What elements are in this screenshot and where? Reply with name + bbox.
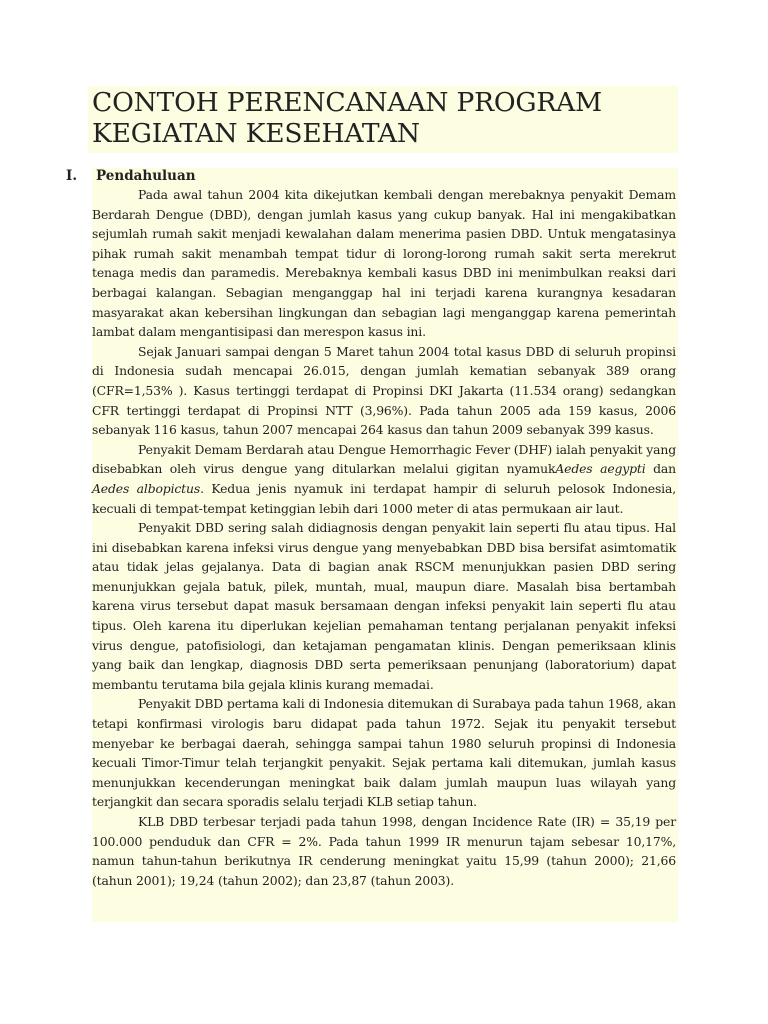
paragraph (92, 812, 676, 890)
title-line-1: CONTOH PERENCANAAN PROGRAM (92, 87, 602, 118)
section-title: Pendahuluan (96, 168, 196, 184)
paragraph-text: Sejak Januari sampai dengan 5 Maret tahun 2004 total kasus DBD di seluruh propinsi di Indonesia sudah mencapai 26.015, dengan jumlah kematian sebanyak 389 orang (CFR=1,53% ). Kasus tertinggi terdapat di Propinsi DKI Jakarta (11.534 orang) sedangkan CFR tertinggi terdapat di Propinsi NTT (3,96%). Pada tahun 2005 ada 159 kasus, 2006 sebanyak 116 kasus, tahun 2007 mencapai 264 kasus dan tahun 2009 sebanyak 399 kasus. (92, 343, 676, 438)
paragraph-text: Pada awal tahun 2004 kita dikejutkan kembali dengan merebaknya penyakit Demam Berdarah Dengue (DBD), dengan jumlah kasus yang cukup banyak. Hal ini mengakibatkan sejumlah rumah sakit menjadi kewalahan dalam menerima pasien DBD. Untuk mengatasinya pihak rumah sakit menambah tempat tidur di lorong-lorong rumah sakit serta merekrut tenaga medis dan paramedis. Merebaknya kembali kasus DBD ini menimbulkan reaksi dari berbagai kalangan. Sebagian menganggap hal ini terjadi karena kurangnya kesadaran masyarakat akan kebersihan lingkungan dan sebagian lagi menganggap karena pemerintah lambat dalam mengantisipasi dan merespon kasus ini. (92, 187, 676, 340)
paragraph-text: . Kedua jenis nyamuk ini terdapat hampir di seluruh pelosok Indonesia, kecuali di tempat-tempat ketinggian lebih dari 1000 meter di atas permukaan air laut. (92, 480, 676, 516)
document-title (92, 87, 602, 149)
paragraph (92, 342, 676, 440)
paragraph (92, 440, 676, 518)
paragraph (92, 518, 676, 694)
paragraph-text: dan (645, 461, 676, 477)
paragraph-text: Penyakit DBD sering salah didiagnosis dengan penyakit lain seperti flu atau tipus. Hal ini disebabkan karena infeksi virus dengue yang menyebabkan DBD bisa bersifat asimtomatik atau tidak jelas gejalanya. Data di bagian anak RSCM menunjukkan pasien DBD sering menunjukkan gejala batuk, pilek, muntah, mual, maupun diare. Masalah bisa bertambah karena virus tersebut dapat masuk bersamaan dengan infeksi penyakit lain seperti flu atau tipus. Oleh karena itu diperlukan kejelian pemahaman tentang perjalanan penyakit infeksi virus dengue, patofisiologi, dan ketajaman pengamatan klinis. Dengan pemeriksaan klinis yang baik dan lengkap, diagnosis DBD serta pemeriksaan penunjang (laboratorium) dapat membantu terutama bila gejala klinis kurang memadai. (92, 520, 676, 692)
document-body (92, 185, 676, 890)
paragraph (92, 185, 676, 342)
paragraph-text: Penyakit Demam Berdarah atau Dengue Hemorrhagic Fever (DHF) ialah penyakit yang disebabkan oleh virus dengue yang ditularkan melalui gigitan nyamuk (92, 441, 676, 477)
section-number: I. (66, 168, 78, 184)
section-heading (66, 166, 196, 186)
species-name: Aedes albopictus (92, 480, 201, 496)
title-line-2: KEGIATAN KESEHATAN (92, 118, 420, 149)
paragraph-text: KLB DBD terbesar terjadi pada tahun 1998, dengan Incidence Rate (IR) = 35,19 per 100.000 penduduk dan CFR = 2%. Pada tahun 1999 IR menurun tajam sebesar 10,17%, namun tahun-tahun berikutnya IR cenderung meningkat yaitu 15,99 (tahun 2000); 21,66 (tahun 2001); 19,24 (tahun 2002); dan 23,87 (tahun 2003). (92, 814, 676, 888)
paragraph (92, 694, 676, 812)
species-name: Aedes aegypti (555, 461, 646, 477)
paragraph-text: Penyakit DBD pertama kali di Indonesia ditemukan di Surabaya pada tahun 1968, akan tetapi konfirmasi virologis baru didapat pada tahun 1972. Sejak itu penyakit tersebut menyebar ke berbagai daerah, sehingga sampai tahun 1980 seluruh propinsi di Indonesia kecuali Timor-Timur telah terjangkit penyakit. Sejak pertama kali ditemukan, jumlah kasus menunjukkan kecenderungan meningkat baik dalam jumlah maupun luas wilayah yang terjangkit dan secara sporadis selalu terjadi KLB setiap tahun. (92, 696, 676, 810)
